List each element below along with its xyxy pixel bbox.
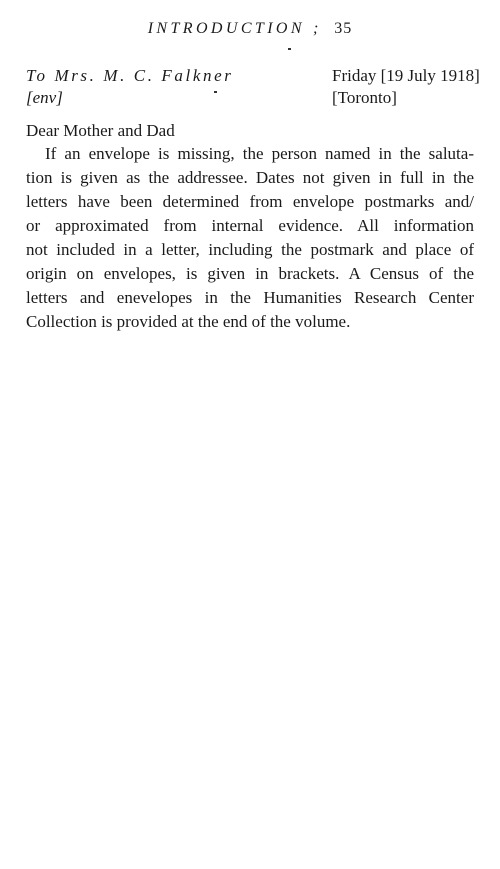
body-line: not included in a letter, including the postmark and place of — [26, 240, 474, 259]
body-line: tion is given as the addressee. Dates not given in full in the — [26, 168, 474, 187]
running-head-mark: ; — [312, 20, 319, 37]
body-line: If an envelope is missing, the person named in the saluta- — [45, 144, 474, 163]
letter-envelope-note: [env] — [26, 88, 63, 107]
running-head — [0, 19, 500, 39]
body-line: letters and enevelopes in the Humanities Research Center — [26, 288, 474, 307]
body-paragraph — [26, 142, 474, 334]
body-line: or approximated from internal evidence. All information — [26, 216, 474, 235]
letter-place: [Toronto] — [332, 88, 397, 107]
letter-header-row-1 — [26, 65, 480, 87]
body-line: letters have been determined from envelope postmarks and/ — [26, 192, 474, 211]
running-head-title: INTRODUCTION — [147, 20, 305, 37]
page-number: 35 — [334, 20, 353, 37]
letter-recipient: To Mrs. M. C. Falkner — [26, 66, 234, 85]
body-line: Collection is provided at the end of the volume. — [26, 312, 351, 331]
body-line: origin on envelopes, is given in brackets. A Census of the — [26, 264, 474, 283]
letter-header-row-2 — [26, 87, 474, 109]
letter-date: Friday [19 July 1918] — [332, 66, 480, 85]
print-speck — [288, 48, 291, 50]
salutation: Dear Mother and Dad — [26, 121, 175, 140]
